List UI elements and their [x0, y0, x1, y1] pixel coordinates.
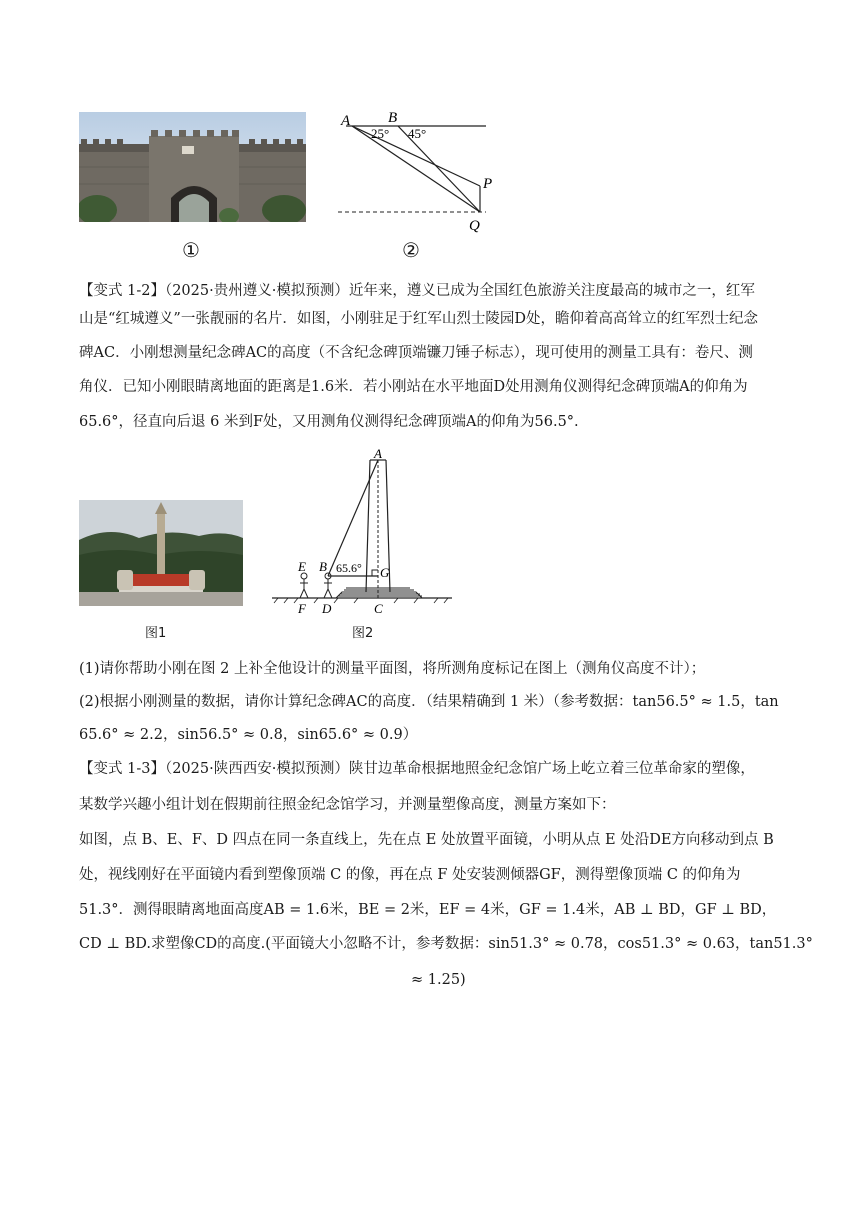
label-c: C — [374, 601, 383, 616]
variant-1-3-line-1: 【变式 1-3】（2025·陕西西安·模拟预测）陕甘边革命根据地照金纪念馆广场上屹立着三位革命家的塑像， — [79, 761, 755, 777]
label-p: P — [483, 176, 493, 192]
variant-1-3-line-4: 处，视线刚好在平面镜内看到塑像顶端 C 的像，再在点 F 处安装测倾器GF，测得塑像顶端 C 的仰角为 — [79, 867, 741, 883]
figure-label-2: 图2 — [352, 626, 374, 641]
label-b: B — [388, 110, 398, 126]
person-figure-f — [300, 573, 308, 598]
variant-1-2-line-5: 65.6°，径直向后退 6 米到F处，又用测角仪测得纪念碑顶端A的仰角为56.5°. — [79, 414, 579, 430]
variant-1-3-line-2: 某数学兴趣小组计划在假期前往照金纪念馆学习，并测量塑像高度，测量方案如下： — [79, 797, 616, 813]
line-b-to-a — [328, 460, 378, 576]
variant-1-2-line-4: 角仪．已知小刚眼睛离地面的距离是1.6米．若小刚站在水平地面D处用测角仪测得纪念碑顶端A的仰角为 — [79, 379, 748, 395]
figure-label-circled-1: ① — [182, 238, 200, 262]
variant-1-3-line-5: 51.3°．测得眼睛离地面高度AB = 1.6米，BE = 2米，EF = 4米，GF = 1.4米，AB ⊥ BD，GF ⊥ BD， — [79, 902, 777, 918]
variant-1-2-line-2: 山是“红城遵义”一张靓丽的名片．如图，小刚驻足于红军山烈士陵园D处，瞻仰着高高耸立的红军烈士纪念 — [79, 311, 758, 327]
variant-1-2-line-1: 【变式 1-2】（2025·贵州遵义·模拟预测）近年来，遵义已成为全国红色旅游关注度最高的城市之一，红军 — [79, 283, 755, 299]
question-2-line-2: 65.6° ≈ 2.2，sin56.5° ≈ 0.8，sin65.6° ≈ 0.9） — [79, 727, 418, 743]
label-a: A — [374, 446, 382, 461]
person-figure-d — [324, 573, 332, 598]
label-e: E — [298, 559, 306, 574]
question-2-line-1: (2)根据小刚测量的数据，请你计算纪念碑AC的高度．（结果精确到 1 米）（参考数据：tan56.5° ≈ 1.5，tan — [79, 694, 779, 710]
variant-1-3-line-3: 如图，点 B、E、F、D 四点在同一条直线上，先在点 E 处放置平面镜，小明从点 E 处沿DE方向移动到点 B — [79, 832, 774, 848]
figure-label-circled-2: ② — [402, 238, 420, 262]
label-b: B — [319, 559, 327, 574]
variant-1-3-line-6: CD ⊥ BD.求塑像CD的高度.(平面镜大小忽略不计，参考数据：sin51.3° ≈ 0.78，cos51.3° ≈ 0.63，tan51.3° — [79, 936, 813, 952]
label-f: F — [298, 601, 306, 616]
label-g: G — [380, 565, 390, 580]
city-gate-photo — [79, 112, 306, 222]
variant-1-3-line-7: ≈ 1.25) — [411, 972, 466, 988]
angle-label-25: 25° — [371, 126, 390, 141]
label-q: Q — [469, 218, 480, 234]
question-1: (1)请你帮助小刚在图 2 上补全他设计的测量平面图，将所测角度标记在图上（测角仪高度不计）； — [79, 661, 706, 677]
variant-1-2-line-3: 碑AC．小刚想测量纪念碑AC的高度（不含纪念碑顶端镰刀锤子标志），现可使用的测量工具有：卷尺、测 — [79, 345, 753, 361]
diagram-monument — [270, 446, 460, 616]
angle-label-45: 45° — [408, 126, 427, 141]
label-d: D — [322, 601, 332, 616]
angle-label-65-6: 65.6° — [336, 561, 362, 575]
diagram-angles-apq — [336, 108, 496, 234]
monument-photo — [79, 500, 243, 606]
figure-label-1: 图1 — [145, 626, 167, 641]
label-a: A — [341, 113, 351, 129]
